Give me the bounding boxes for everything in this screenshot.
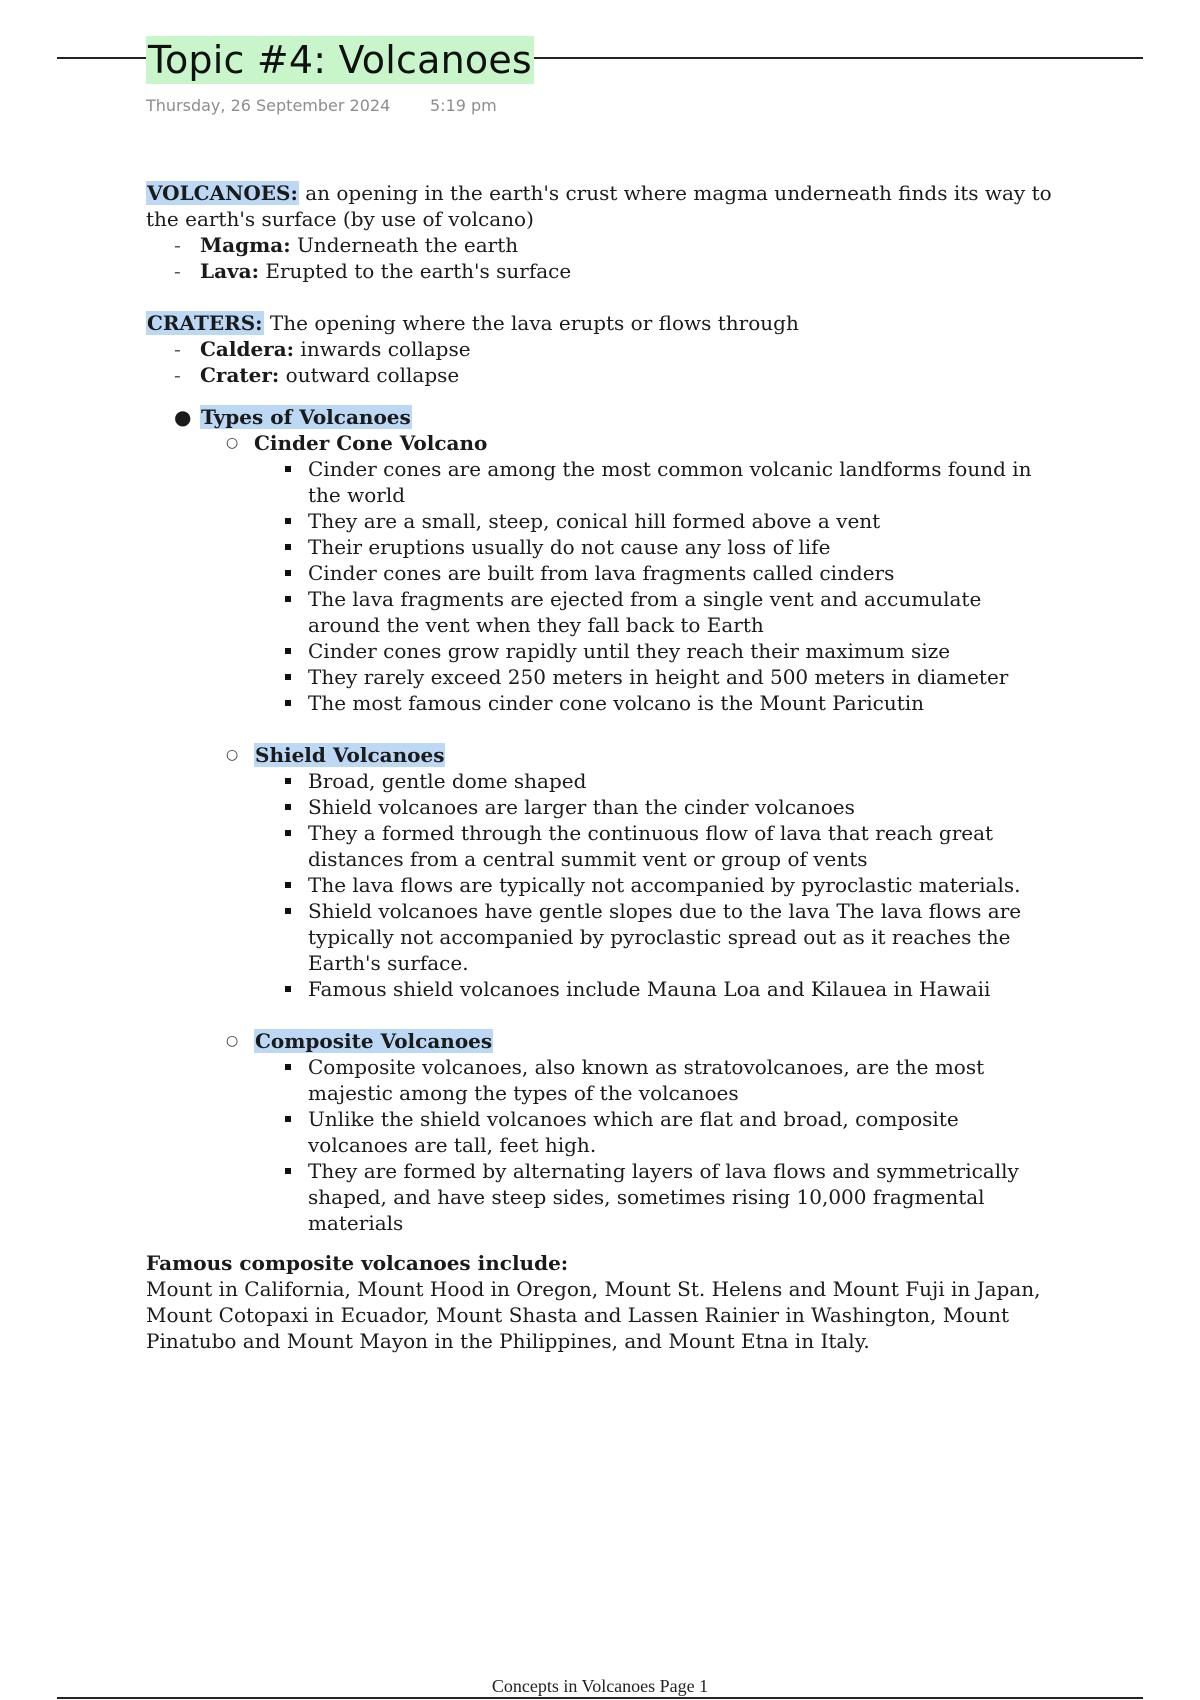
- list-item: Shield volcanoes are larger than the cinder volcanoes: [146, 794, 1056, 820]
- note-time: 5:19 pm: [430, 96, 497, 115]
- list-item: They are formed by alternating layers of lava flows and symmetrically shaped, and have steep sides, sometimes rising 10,000 fragmental materials: [146, 1158, 1056, 1236]
- circle-bullet-icon: ○: [226, 747, 239, 763]
- note-date: Thursday, 26 September 2024: [146, 96, 391, 115]
- item-text: inwards collapse: [294, 337, 471, 361]
- craters-list: [146, 336, 1056, 388]
- composite-heading: Composite Volcanoes: [255, 1029, 493, 1053]
- item-text: Erupted to the earth's surface: [258, 259, 572, 283]
- list-item: Composite volcanoes, also known as stratovolcanoes, are the most majestic among the types of the volcanoes: [146, 1054, 1056, 1106]
- title-bar: [0, 36, 1200, 96]
- circle-bullet-icon: ○: [226, 435, 239, 451]
- list-item: Cinder cones are built from lava fragments called cinders: [146, 560, 1056, 586]
- list-item: Their eruptions usually do not cause any loss of life: [146, 534, 1056, 560]
- types-heading: Types of Volcanoes: [201, 405, 411, 429]
- item-term: Caldera:: [200, 337, 295, 361]
- list-item: The lava flows are typically not accompanied by pyroclastic materials.: [146, 872, 1056, 898]
- list-item: They are a small, steep, conical hill formed above a vent: [146, 508, 1056, 534]
- circle-bullet-icon: ○: [226, 1033, 239, 1049]
- list-item: They rarely exceed 250 meters in height and 500 meters in diameter: [146, 664, 1056, 690]
- shield-heading-row: [146, 742, 1056, 768]
- list-item: They a formed through the continuous flow of lava that reach great distances from a central summit vent or group of vents: [146, 820, 1056, 872]
- item-term: Crater:: [200, 363, 280, 387]
- page-footer: Concepts in Volcanoes Page 1: [491, 1676, 709, 1696]
- list-item: [146, 362, 1056, 388]
- item-term: Lava:: [200, 259, 259, 283]
- item-term: Magma:: [200, 233, 291, 257]
- volcanoes-list: [146, 232, 1056, 284]
- list-item: Unlike the shield volcanoes which are flat and broad, composite volcanoes are tall, feet high.: [146, 1106, 1056, 1158]
- list-item: Cinder cones are among the most common volcanic landforms found in the world: [146, 456, 1056, 508]
- list-item: [146, 232, 1056, 258]
- footer-rule: [57, 1697, 1143, 1699]
- note-body[interactable]: [146, 180, 1056, 1354]
- volcanoes-definition-text: an opening in the earth's crust where magma underneath finds its way to the earth's surface (by use of volcano): [146, 181, 1052, 231]
- famous-heading: Famous composite volcanoes include:: [146, 1251, 569, 1275]
- types-heading-row: [146, 404, 1056, 430]
- list-item: [146, 336, 1056, 362]
- cinder-heading: Cinder Cone Volcano: [254, 431, 488, 455]
- cinder-points: [146, 456, 1056, 716]
- list-item: The most famous cinder cone volcano is the Mount Paricutin: [146, 690, 1056, 716]
- composite-heading-row: [146, 1028, 1056, 1054]
- composite-points: [146, 1054, 1056, 1236]
- craters-definition: [146, 310, 1056, 336]
- list-item: The lava fragments are ejected from a single vent and accumulate around the vent when they fall back to Earth: [146, 586, 1056, 638]
- volcanoes-term: VOLCANOES:: [147, 181, 298, 205]
- craters-definition-text: The opening where the lava erupts or flows through: [263, 311, 799, 335]
- list-item: Famous shield volcanoes include Mauna Loa and Kilauea in Hawaii: [146, 976, 1056, 1002]
- item-text: Underneath the earth: [290, 233, 519, 257]
- page-title[interactable]: Topic #4: Volcanoes: [148, 38, 532, 82]
- list-item: [146, 258, 1056, 284]
- bullet-dot-icon: ●: [174, 405, 192, 429]
- cinder-heading-row: [146, 430, 1056, 456]
- craters-term: CRATERS:: [147, 311, 263, 335]
- list-item: Shield volcanoes have gentle slopes due to the lava The lava flows are typically not accompanied by pyroclastic spread out as it reaches the Earth's surface.: [146, 898, 1056, 976]
- volcanoes-definition: [146, 180, 1056, 232]
- item-text: outward collapse: [279, 363, 460, 387]
- shield-heading: Shield Volcanoes: [255, 743, 445, 767]
- list-item: Broad, gentle dome shaped: [146, 768, 1056, 794]
- shield-points: [146, 768, 1056, 1002]
- famous-text: Mount in California, Mount Hood in Oregon, Mount St. Helens and Mount Fuji in Japan, Mount Cotopaxi in Ecuador, Mount Shasta and Lassen Rainier in Washington, Mount Pinatubo and Mount Mayon in the Philippines, and Mount Etna in Italy.: [146, 1277, 1041, 1353]
- list-item: Cinder cones grow rapidly until they reach their maximum size: [146, 638, 1056, 664]
